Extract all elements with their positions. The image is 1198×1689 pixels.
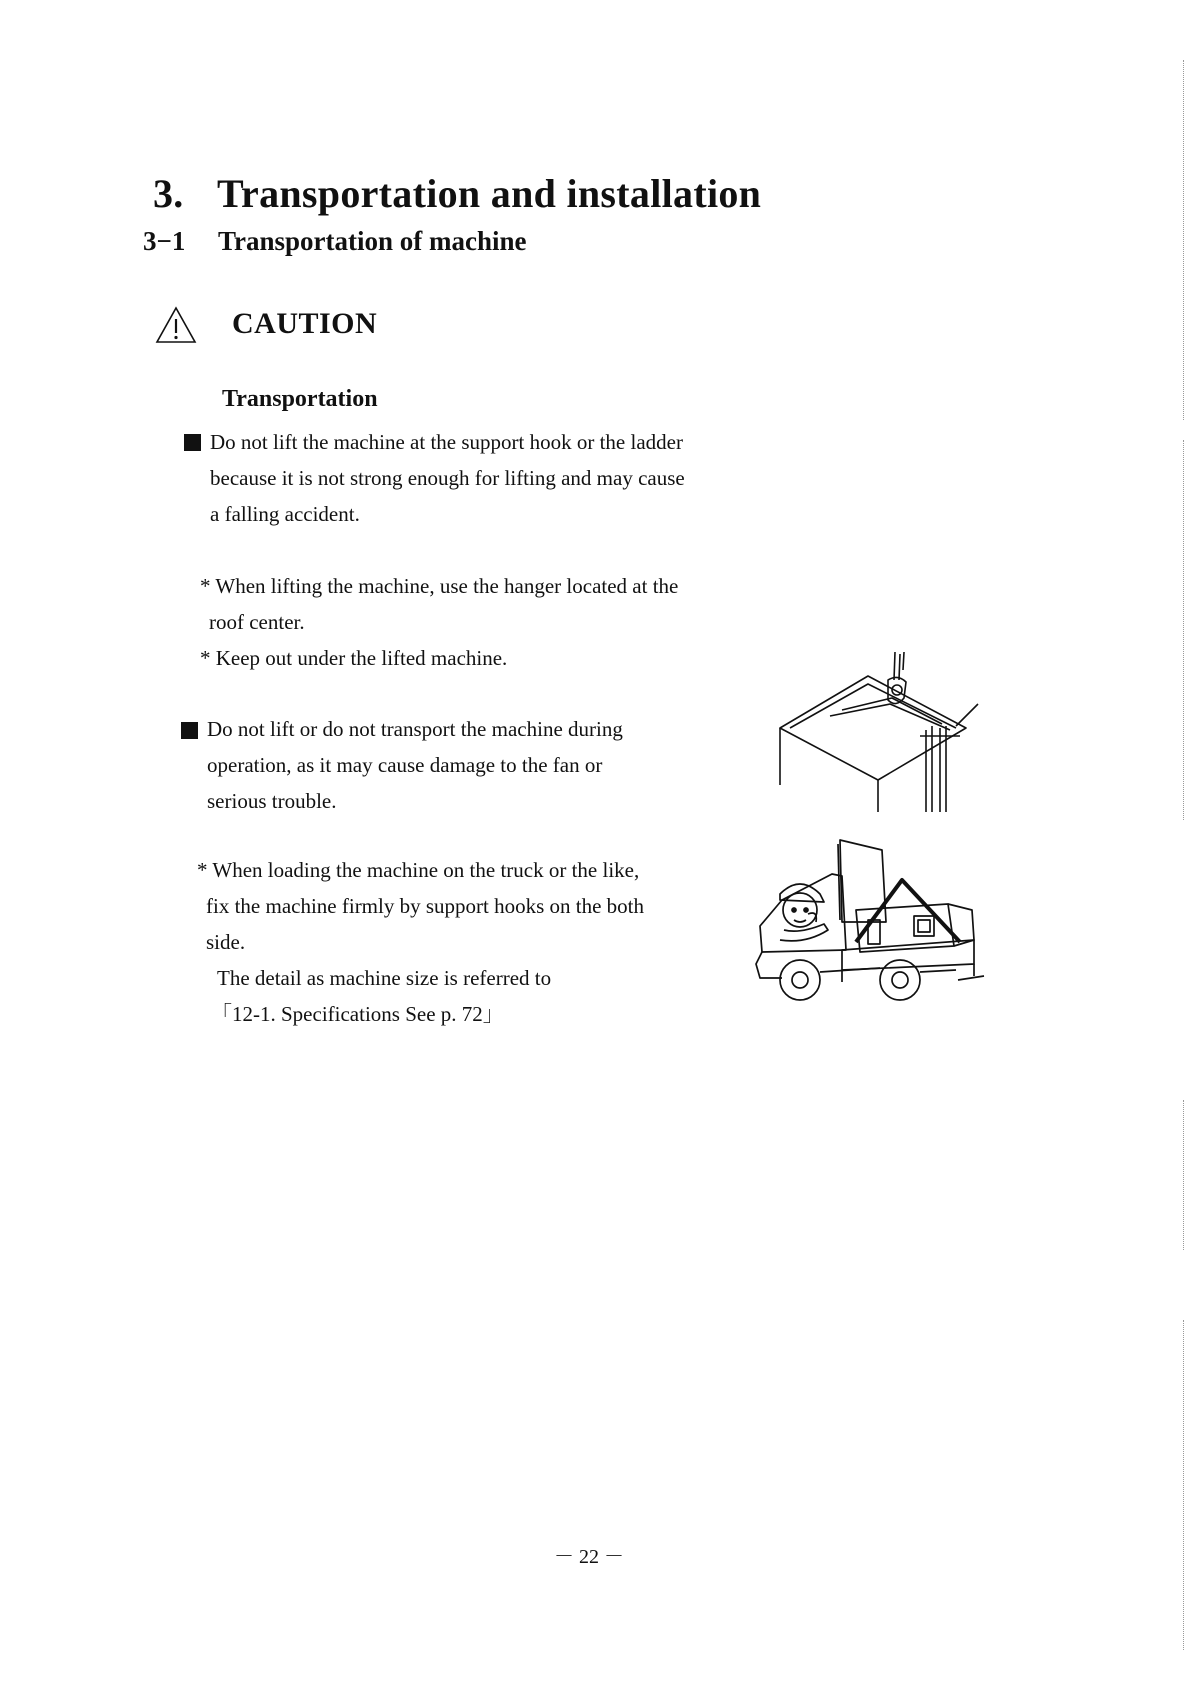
page-number: － 22 － — [554, 1546, 624, 1568]
notes-loading — [197, 852, 644, 1032]
note-line: The detail as machine size is referred to — [217, 966, 552, 990]
section-number: 3. — [153, 171, 184, 216]
subsection-heading — [143, 226, 527, 257]
note-line: fix the machine firmly by support hooks on the both — [206, 894, 645, 918]
note-line: * When loading the machine on the truck or the like, — [197, 858, 640, 882]
note-line: 「12-1. Specifications See p. 72」 — [211, 1002, 504, 1026]
caution-label: CAUTION — [232, 307, 378, 340]
section-title: Transportation and installation — [217, 171, 762, 216]
text-line: Do not lift or do not transport the machine during — [207, 717, 623, 741]
notes-lifting — [200, 568, 678, 676]
warning-triangle-icon — [155, 306, 197, 344]
text-line: Do not lift the machine at the support hook or the ladder — [210, 430, 683, 454]
scan-edge-mark — [1183, 1320, 1184, 1650]
instruction-no-transport-operation — [207, 711, 623, 819]
transportation-heading: Transportation — [222, 386, 378, 412]
subsection-title: Transportation of machine — [218, 226, 527, 256]
truck-loading-illustration — [742, 830, 994, 1020]
scan-edge-mark — [1183, 1100, 1184, 1250]
note-line: side. — [206, 930, 246, 954]
text-line: because it is not strong enough for lifting and may cause — [210, 466, 685, 490]
scan-edge-mark — [1183, 440, 1184, 820]
scan-edge-mark — [1183, 60, 1184, 420]
subsection-number: 3−1 — [143, 226, 186, 256]
instruction-lift-hook — [210, 424, 685, 532]
section-heading — [153, 170, 761, 217]
note-line: * When lifting the machine, use the hanger located at the — [200, 574, 679, 598]
text-line: operation, as it may cause damage to the fan or — [207, 753, 603, 777]
note-line: roof center. — [209, 610, 305, 634]
text-line: a falling accident. — [210, 502, 360, 526]
crane-lifting-machine-illustration — [760, 640, 980, 812]
square-bullet-icon — [184, 434, 201, 451]
note-line: * Keep out under the lifted machine. — [200, 646, 508, 670]
square-bullet-icon — [181, 722, 198, 739]
text-line: serious trouble. — [207, 789, 337, 813]
